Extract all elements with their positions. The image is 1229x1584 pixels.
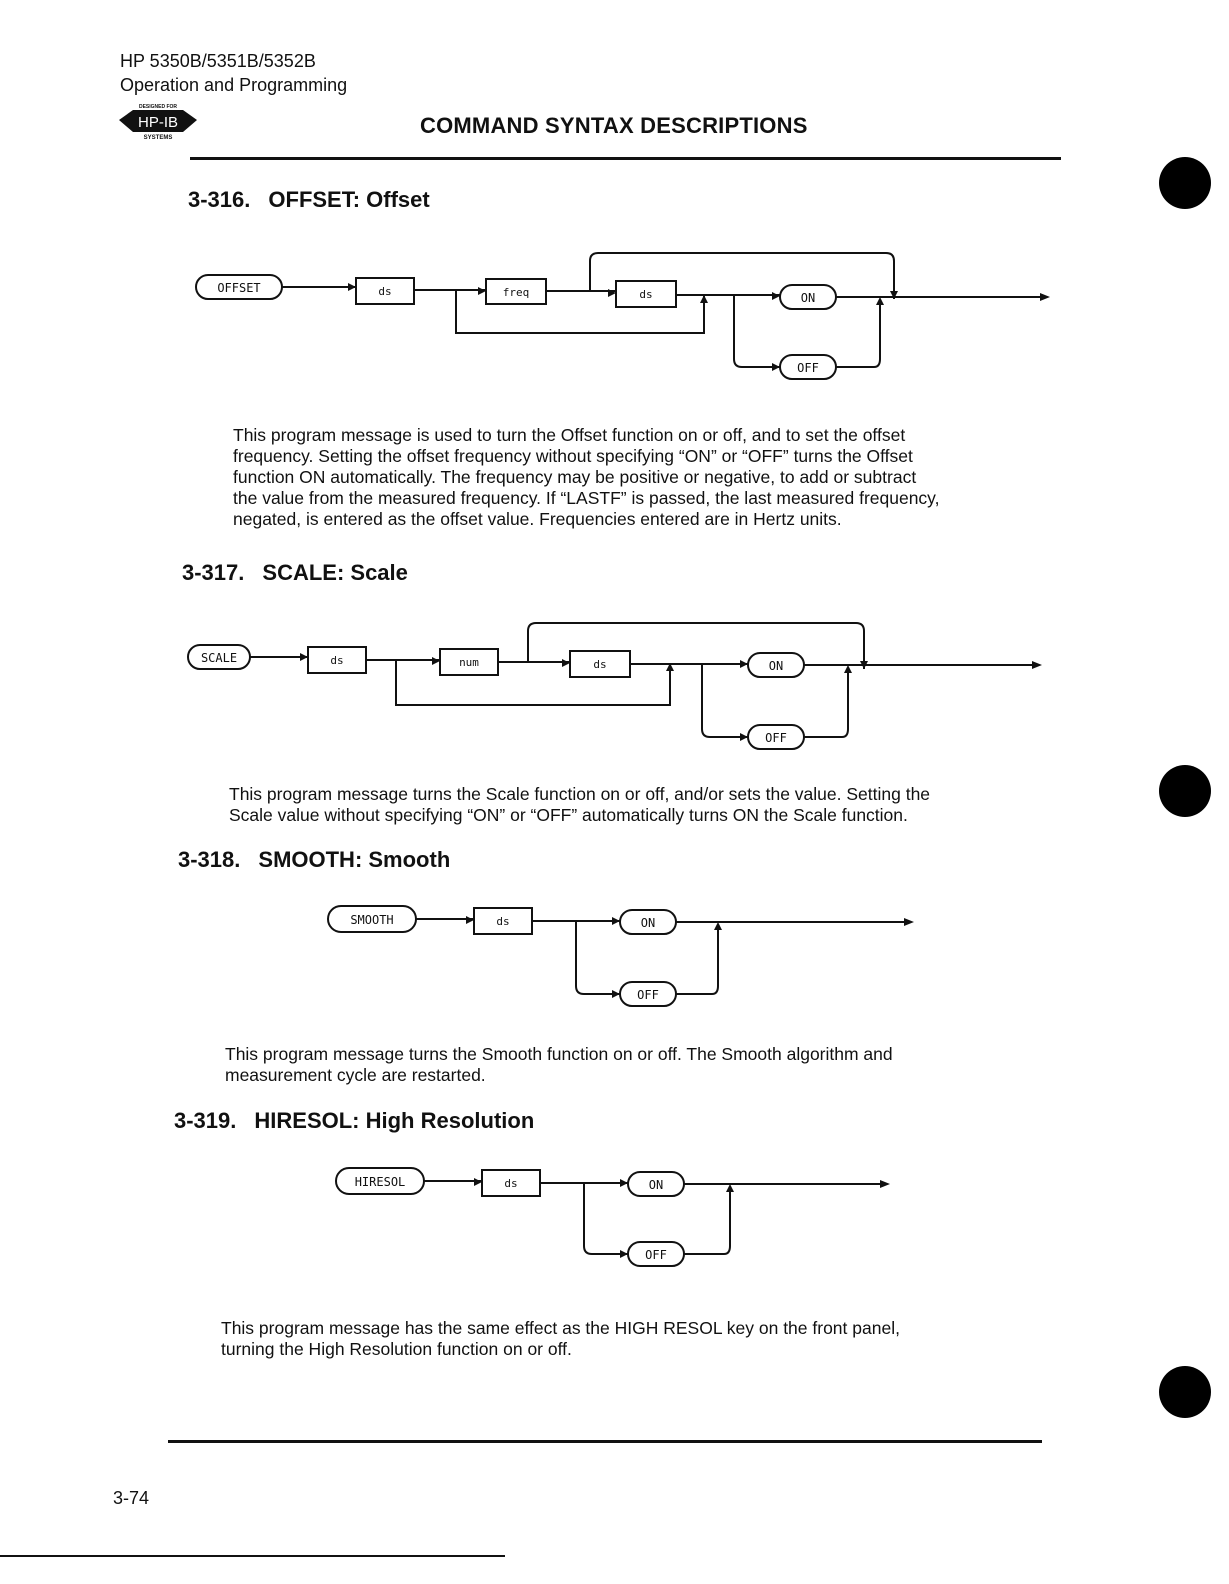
delimiter-box: ds [496,915,510,928]
delimiter-box: ds [504,1177,518,1190]
parameter-box: num [459,656,479,669]
section-number: 3-317. [182,560,245,585]
on-keyword: ON [640,916,656,930]
section-number: 3-316. [188,187,251,212]
section-heading-scale [182,560,408,586]
on-keyword: ON [768,659,784,673]
logo-bottom-text: SYSTEMS [143,135,173,141]
manual-subtitle: Operation and Programming [120,75,348,95]
text-line: the value from the measured frequency. If “LASTF” is passed, the last measured frequency, [233,488,940,508]
text-line: negated, is entered as the offset value. Frequencies entered are in Hertz units. [233,509,842,529]
logo-top-text: DESIGNED FOR [138,104,178,110]
section-number: 3-319. [174,1108,237,1133]
text-line: function ON automatically. The frequency may be positive or negative, to add or subtract [233,467,917,487]
section-description-hiresol [221,1318,1051,1360]
text-line: turning the High Resolution function on or off. [221,1339,572,1359]
delimiter-box: ds [639,288,653,301]
section-description-smooth [225,1044,1055,1086]
hp-ib-logo [117,104,201,142]
section-title: HIRESOL: High Resolution [254,1108,535,1133]
page-title: COMMAND SYNTAX DESCRIPTIONS [420,113,808,138]
section-description-offset [233,425,1063,530]
page-number: 3-74 [113,1488,150,1508]
text-line: frequency. Setting the offset frequency without specifying “ON” or “OFF” turns the Offset [233,446,913,466]
logo-main-text: HP-IB [137,114,179,131]
scan-edge-line [0,1555,505,1557]
delimiter-box: ds [330,654,344,667]
command-keyword: SCALE [200,651,238,665]
syntax-diagram-smooth [326,900,926,1010]
text-line: This program message is used to turn the Offset function on or off, and to set the offset [233,425,906,445]
text-line: This program message turns the Scale function on or off, and/or sets the value. Setting the [229,784,931,804]
on-keyword: ON [648,1178,664,1192]
text-line: Scale value without specifying “ON” or “OFF” automatically turns ON the Scale function. [229,805,908,825]
binder-hole [1159,765,1211,817]
section-title: SMOOTH: Smooth [258,847,451,872]
footer-rule [168,1440,1042,1443]
manual-model: HP 5350B/5351B/5352B [120,51,316,71]
off-keyword: OFF [797,361,819,375]
on-keyword: ON [800,291,816,305]
off-keyword: OFF [765,731,787,745]
text-line: This program message has the same effect as the HIGH RESOL key on the front panel, [221,1318,900,1338]
binder-hole [1159,1366,1211,1418]
off-keyword: OFF [637,988,659,1002]
command-keyword: HIRESOL [354,1175,406,1189]
text-line: This program message turns the Smooth function on or off. The Smooth algorithm and [225,1044,893,1064]
command-keyword: SMOOTH [350,913,394,927]
syntax-diagram-hiresol [334,1162,934,1272]
text-line: measurement cycle are restarted. [225,1065,486,1085]
section-number: 3-318. [178,847,241,872]
section-heading-smooth [178,847,450,873]
syntax-diagram-offset [190,245,1060,385]
parameter-box: freq [502,286,530,299]
command-keyword: OFFSET [217,281,261,295]
off-keyword: OFF [645,1248,667,1262]
syntax-diagram-scale [182,615,1052,755]
section-heading-hiresol [174,1108,534,1134]
section-heading-offset [188,187,430,213]
section-description-scale [229,784,1059,826]
delimiter-box: ds [593,658,607,671]
header-rule [190,157,1061,160]
section-title: SCALE: Scale [262,560,408,585]
section-title: OFFSET: Offset [268,187,430,212]
delimiter-box: ds [378,285,392,298]
binder-hole [1159,157,1211,209]
